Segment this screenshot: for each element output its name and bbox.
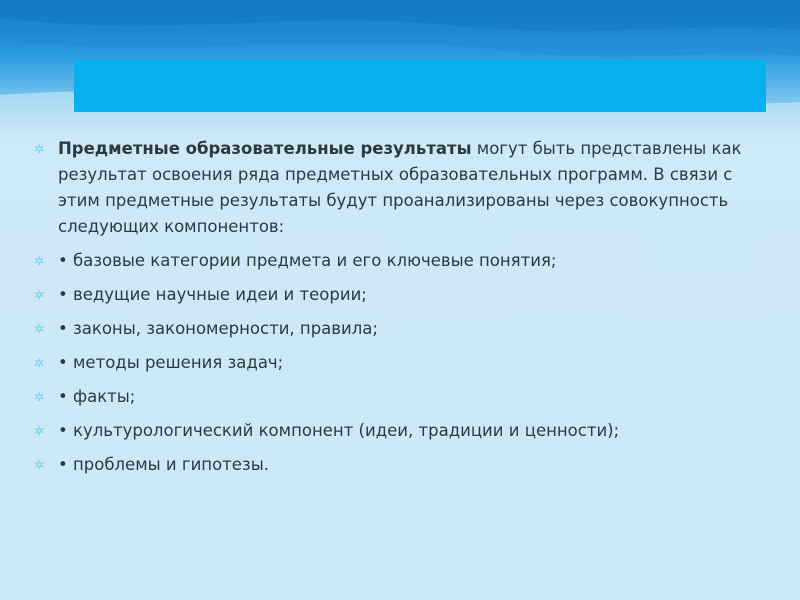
- asterisk-bullet-icon: ✲: [34, 322, 45, 336]
- list-item: [34, 384, 774, 410]
- list-item-text: • базовые категории предмета и его ключевые понятия;: [58, 251, 557, 270]
- list-item-text: • культурологический компонент (идеи, традиции и ценности);: [58, 421, 620, 440]
- asterisk-bullet-icon: ✲: [34, 458, 45, 472]
- list-item-text: • проблемы и гипотезы.: [58, 455, 269, 474]
- intro-bold-lead: Предметные образовательные результаты: [58, 139, 472, 158]
- list-item-text: • ведущие научные идеи и теории;: [58, 285, 367, 304]
- list-item: [34, 316, 774, 342]
- asterisk-bullet-icon: ✲: [34, 424, 45, 438]
- list-item: [34, 418, 774, 444]
- title-placeholder[interactable]: [74, 60, 766, 112]
- asterisk-bullet-icon: ✲: [34, 142, 45, 156]
- list-item-text: • законы, закономерности, правила;: [58, 319, 378, 338]
- list-item-text: • факты;: [58, 387, 136, 406]
- list-item-text: • методы решения задач;: [58, 353, 284, 372]
- asterisk-bullet-icon: ✲: [34, 288, 45, 302]
- intro-rest: могут быть представлены как результат освоения ряда предметных образовательных программ. В связи с этим предметные результаты будут проанализированы через совокупность следующих компонентов:: [58, 139, 742, 236]
- asterisk-bullet-icon: ✲: [34, 390, 45, 404]
- asterisk-bullet-icon: ✲: [34, 254, 45, 268]
- list-item: [34, 452, 774, 478]
- slide-body: [34, 136, 774, 486]
- header-band: [0, 0, 800, 140]
- intro-paragraph: [34, 136, 774, 240]
- list-item: [34, 350, 774, 376]
- asterisk-bullet-icon: ✲: [34, 356, 45, 370]
- list-item: [34, 282, 774, 308]
- list-item: [34, 248, 774, 274]
